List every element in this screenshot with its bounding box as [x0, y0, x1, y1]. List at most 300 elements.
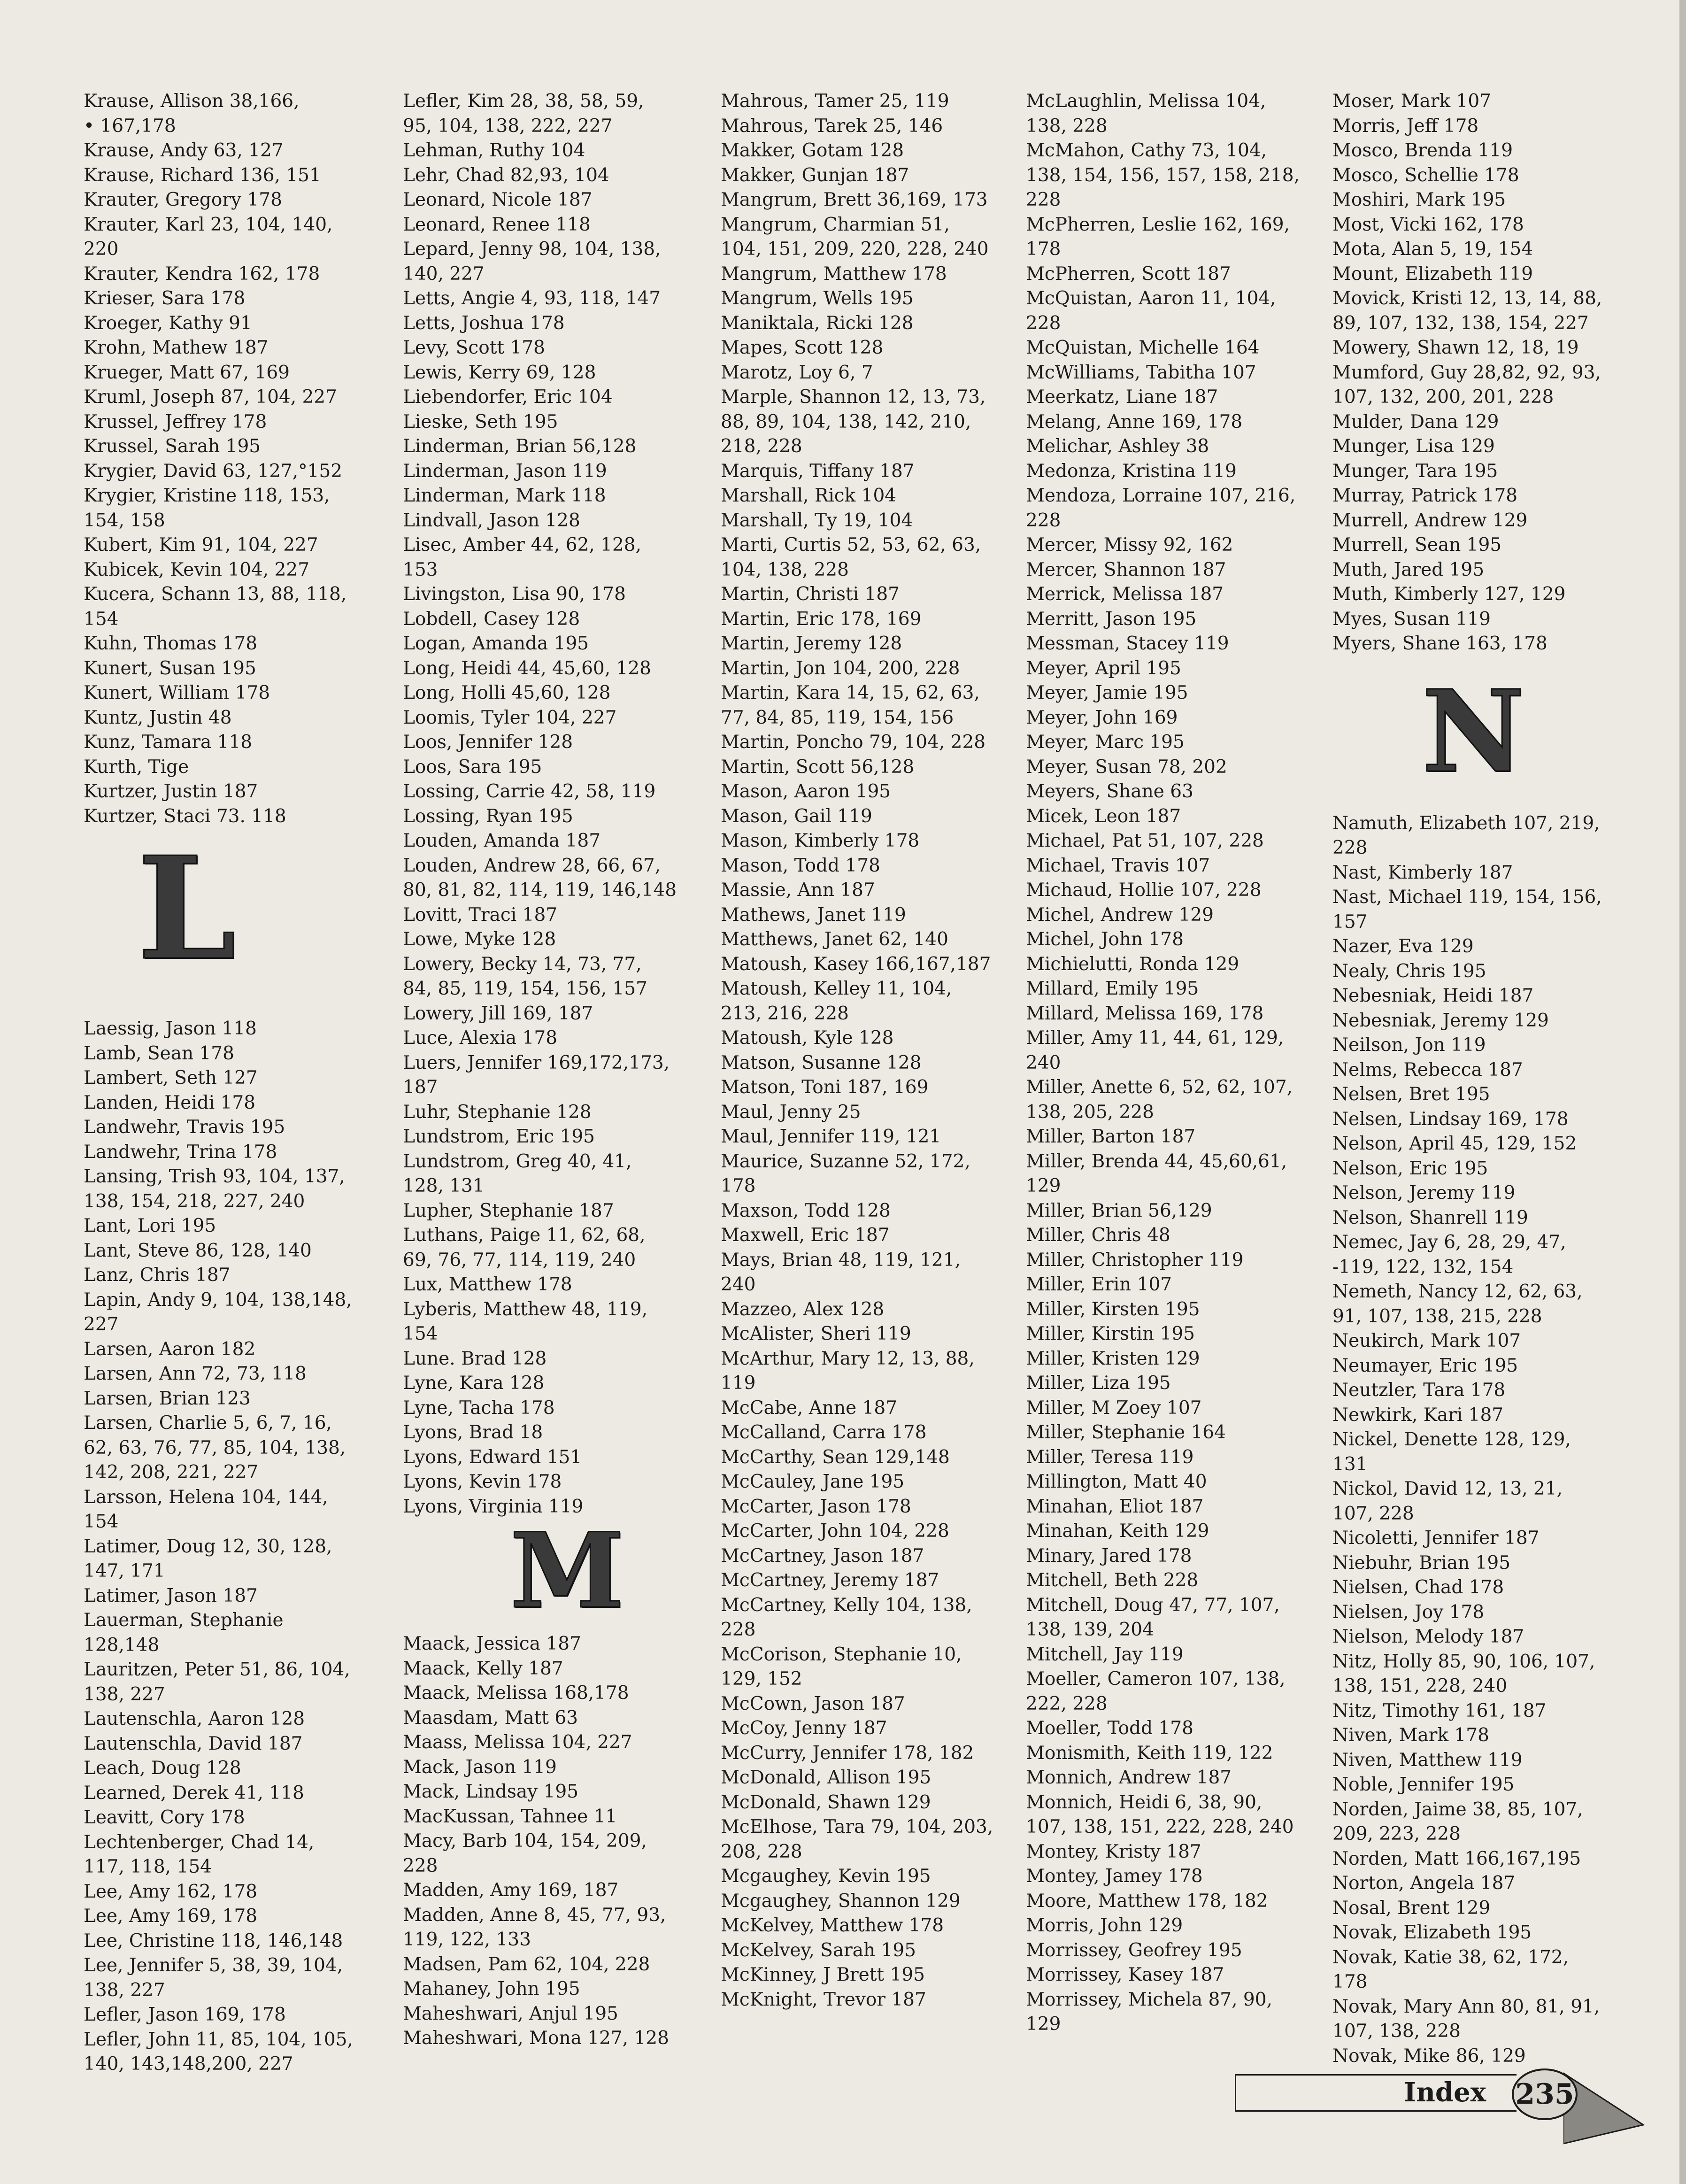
index-entry: Luers, Jennifer 169,172,173,	[403, 1052, 670, 1073]
index-entry: McMahon, Cathy 73, 104,	[1026, 140, 1267, 161]
index-entry: Lechtenberger, Chad 14,	[84, 1831, 315, 1853]
index-entry: McDonald, Shawn 129	[721, 1791, 931, 1813]
index-entry: Muth, Kimberly 127, 129	[1332, 584, 1566, 605]
index-entry: Morrissey, Geofrey 195	[1026, 1939, 1242, 1961]
index-entry: Letts, Joshua 178	[403, 312, 565, 334]
index-entry: Latimer, Jason 187	[84, 1585, 258, 1606]
index-entry: Novak, Elizabeth 195	[1332, 1922, 1532, 1943]
index-entry: Krause, Andy 63, 127	[84, 140, 284, 161]
index-entry: 178	[1026, 239, 1061, 260]
index-entry: Mack, Jason 119	[403, 1756, 557, 1778]
index-entry: 147, 171	[84, 1560, 165, 1582]
index-entry: Lautenschla, Aaron 128	[84, 1708, 305, 1729]
index-entry: Moshiri, Mark 195	[1332, 189, 1506, 210]
index-entry: 95, 104, 138, 222, 227	[403, 115, 613, 137]
index-entry: Marple, Shannon 12, 13, 73,	[721, 386, 986, 408]
index-entry: Mumford, Guy 28,82, 92, 93,	[1332, 362, 1601, 383]
index-entry: Louden, Amanda 187	[403, 830, 601, 851]
index-entry: 178	[1332, 1971, 1368, 1992]
index-entry: Maack, Jessica 187	[403, 1633, 581, 1654]
index-entry: Miller, Teresa 119	[1026, 1446, 1194, 1468]
index-entry: Nelsen, Bret 195	[1332, 1084, 1490, 1105]
index-entry: Krieser, Sara 178	[84, 288, 246, 309]
index-entry: Lundstrom, Greg 40, 41,	[403, 1150, 632, 1172]
index-entry: Louden, Andrew 28, 66, 67,	[403, 855, 661, 876]
index-entry: Lune. Brad 128	[403, 1348, 547, 1369]
index-entry: 131	[1332, 1453, 1368, 1475]
index-entry: Long, Heidi 44, 45,60, 128	[403, 657, 651, 679]
index-entry: 129	[1026, 2014, 1061, 2035]
index-entry: 228	[721, 1619, 756, 1640]
index-entry: 220	[84, 239, 119, 260]
index-entry: McKinney, J Brett 195	[721, 1964, 925, 1985]
index-entry: 107, 132, 200, 201, 228	[1332, 386, 1554, 408]
index-entry: McKelvey, Matthew 178	[721, 1915, 944, 1936]
index-entry: Mangrum, Matthew 178	[721, 263, 947, 285]
index-entry: Minary, Jared 178	[1026, 1545, 1192, 1567]
index-column-2	[403, 89, 703, 2051]
index-entry: Merrick, Melissa 187	[1026, 584, 1224, 605]
index-entry: 128, 131	[403, 1175, 485, 1196]
index-entry: Lehr, Chad 82,93, 104	[403, 164, 609, 186]
index-entry: Newkirk, Kari 187	[1332, 1404, 1504, 1426]
index-entry: McAlister, Sheri 119	[721, 1323, 911, 1344]
index-entry: Larsen, Brian 123	[84, 1388, 251, 1409]
index-entry: Mitchell, Beth 228	[1026, 1570, 1199, 1591]
index-entry: Martin, Jon 104, 200, 228	[721, 657, 960, 679]
index-entry: Lee, Amy 162, 178	[84, 1881, 258, 1902]
index-entry: McDonald, Allison 195	[721, 1767, 932, 1788]
index-entry: Lyberis, Matthew 48, 119,	[403, 1298, 647, 1320]
index-entry: Maul, Jenny 25	[721, 1101, 861, 1123]
index-entry: 154	[84, 1511, 119, 1532]
footer-section-label: Index	[1404, 2077, 1486, 2108]
index-entry: Lupher, Stephanie 187	[403, 1200, 614, 1221]
page-edge	[1679, 0, 1686, 2184]
index-entry: Lefler, John 11, 85, 104, 105,	[84, 2029, 353, 2050]
index-entry: Mcgaughey, Shannon 129	[721, 1890, 961, 1912]
index-entry: Meyer, John 169	[1026, 707, 1178, 728]
index-entry: Myes, Susan 119	[1332, 608, 1491, 630]
index-entry: Lux, Matthew 178	[403, 1274, 572, 1295]
index-entry: Krygier, David 63, 127,°152	[84, 460, 343, 482]
index-entry: Maurice, Suzanne 52, 172,	[721, 1150, 970, 1172]
index-entry: Lyons, Kevin 178	[403, 1471, 562, 1492]
index-entry: 138, 228	[1026, 115, 1108, 137]
page-footer	[1235, 2068, 1601, 2130]
index-entry: Millington, Matt 40	[1026, 1471, 1207, 1492]
index-entry: Mulder, Dana 129	[1332, 411, 1499, 432]
index-entry: Nicoletti, Jennifer 187	[1332, 1528, 1540, 1549]
index-entry: Kruml, Joseph 87, 104, 227	[84, 386, 337, 408]
index-entry: Martin, Kara 14, 15, 62, 63,	[721, 682, 980, 703]
index-entry: 138, 139, 204	[1026, 1619, 1154, 1640]
index-entry: 208, 228	[721, 1841, 802, 1862]
index-entry: Mason, Gail 119	[721, 805, 872, 827]
index-entry: Nelson, Eric 195	[1332, 1158, 1488, 1179]
index-entry: Mahrous, Tarek 25, 146	[721, 115, 943, 137]
index-entry: McPherren, Leslie 162, 169,	[1026, 214, 1290, 235]
index-entry: Linderman, Brian 56,128	[403, 436, 637, 457]
index-entry: Madden, Amy 169, 187	[403, 1880, 619, 1901]
index-entry: 228	[1026, 509, 1061, 531]
index-entry: Martin, Jeremy 128	[721, 633, 902, 654]
index-entry: Lyons, Brad 18	[403, 1422, 543, 1443]
index-entry: 213, 216, 228	[721, 1003, 849, 1024]
index-entry: Mowery, Shawn 12, 18, 19	[1332, 337, 1579, 358]
index-entry: Marti, Curtis 52, 53, 62, 63,	[721, 534, 981, 556]
index-entry: Maxson, Todd 128	[721, 1200, 891, 1221]
index-entry: Learned, Derek 41, 118	[84, 1782, 304, 1804]
index-entry: McCarter, Jason 178	[721, 1496, 911, 1517]
index-entry: Norden, Matt 166,167,195	[1332, 1848, 1581, 1869]
index-entry: Lefler, Kim 28, 38, 58, 59,	[403, 91, 644, 112]
index-entry: Minahan, Keith 129	[1026, 1520, 1209, 1542]
index-entry: Nast, Kimberly 187	[1332, 862, 1513, 883]
index-entry: Miller, Erin 107	[1026, 1274, 1172, 1295]
index-entry: Marshall, Ty 19, 104	[721, 509, 913, 531]
index-entry: McCoy, Jenny 187	[721, 1718, 887, 1739]
index-entry: Maniktala, Ricki 128	[721, 312, 914, 334]
index-entry: Kucera, Schann 13, 88, 118,	[84, 584, 347, 605]
index-entry: Kurtzer, Staci 73. 118	[84, 805, 286, 827]
index-entry: Maass, Melissa 104, 227	[403, 1732, 632, 1753]
index-entry: Meyer, April 195	[1026, 657, 1181, 679]
index-entry: Larsen, Ann 72, 73, 118	[84, 1363, 307, 1384]
index-entry: Lehman, Ruthy 104	[403, 140, 585, 161]
index-entry: McCown, Jason 187	[721, 1693, 905, 1714]
index-entry: 119	[721, 1373, 756, 1394]
index-entry: Krussel, Sarah 195	[84, 436, 261, 457]
index-entry: 140, 227	[403, 263, 485, 285]
index-entry: McCartney, Jason 187	[721, 1545, 924, 1567]
index-column-4	[1026, 89, 1326, 2037]
section-letter: M	[510, 1510, 624, 1631]
index-entry: Kunz, Tamara 118	[84, 732, 253, 753]
index-entry: Neumayer, Eric 195	[1332, 1355, 1518, 1376]
index-entry: Lansing, Trish 93, 104, 137,	[84, 1166, 345, 1187]
index-entry: McCorison, Stephanie 10,	[721, 1644, 962, 1665]
index-entry: Nelson, April 45, 129, 152	[1332, 1133, 1577, 1154]
index-entry: Mcgaughey, Kevin 195	[721, 1866, 931, 1887]
index-entry: Myers, Shane 163, 178	[1332, 633, 1547, 654]
index-entry: Lyons, Edward 151	[403, 1446, 582, 1468]
index-entry: 129	[1026, 1175, 1061, 1196]
index-entry: Larsen, Charlie 5, 6, 7, 16,	[84, 1412, 332, 1434]
index-entry: Merritt, Jason 195	[1026, 608, 1197, 630]
index-entry: 228	[1026, 189, 1061, 210]
index-entry: Lobdell, Casey 128	[403, 608, 580, 630]
index-entry: Lewis, Kerry 69, 128	[403, 362, 596, 383]
index-entry: Krauter, Kendra 162, 178	[84, 263, 320, 285]
index-entry: Lee, Jennifer 5, 38, 39, 104,	[84, 1955, 343, 1976]
index-entry: McKnight, Trevor 187	[721, 1989, 926, 2010]
index-entry: Lauerman, Stephanie	[84, 1610, 284, 1631]
index-entry: Murrell, Sean 195	[1332, 534, 1502, 556]
index-entry: • 167,178	[84, 115, 176, 137]
index-entry: Meyer, Jamie 195	[1026, 682, 1188, 703]
index-entry: Krohn, Mathew 187	[84, 337, 269, 358]
index-entry: Miller, Chris 48	[1026, 1225, 1170, 1246]
index-entry: Michael, Travis 107	[1026, 855, 1210, 876]
index-entry: Krause, Richard 136, 151	[84, 164, 321, 186]
index-entry: Kuhn, Thomas 178	[84, 633, 258, 654]
index-entry: 228	[1026, 312, 1061, 334]
index-entry: Luhr, Stephanie 128	[403, 1101, 592, 1123]
index-entry: 117, 118, 154	[84, 1856, 212, 1877]
index-entry: Lefler, Jason 169, 178	[84, 2004, 286, 2025]
index-entry: Miller, Christopher 119	[1026, 1249, 1244, 1271]
index-entry: McCarthy, Sean 129,148	[721, 1446, 950, 1468]
index-entry: Nelsen, Lindsay 169, 178	[1332, 1108, 1569, 1130]
index-entry: Most, Vicki 162, 178	[1332, 214, 1524, 235]
index-entry: Michael, Pat 51, 107, 228	[1026, 830, 1264, 851]
index-entry: Lee, Christine 118, 146,148	[84, 1930, 343, 1952]
index-entry: Norden, Jaime 38, 85, 107,	[1332, 1798, 1583, 1820]
index-entry: Nemeth, Nancy 12, 62, 63,	[1332, 1281, 1583, 1302]
index-entry: Luthans, Paige 11, 62, 68,	[403, 1225, 646, 1246]
index-entry: Micek, Leon 187	[1026, 805, 1181, 827]
index-entry: Mercer, Missy 92, 162	[1026, 534, 1233, 556]
index-entry: Lant, Lori 195	[84, 1215, 216, 1236]
index-entry: Melang, Anne 169, 178	[1026, 411, 1243, 432]
index-entry: Michel, Andrew 129	[1026, 904, 1214, 926]
index-entry: Nielson, Melody 187	[1332, 1626, 1524, 1647]
index-entry: 154, 158	[84, 509, 165, 531]
index-entry: McPherren, Scott 187	[1026, 263, 1231, 285]
index-entry: Nickel, Denette 128, 129,	[1332, 1429, 1571, 1450]
index-entry: Loos, Jennifer 128	[403, 732, 573, 753]
index-entry: Minahan, Eliot 187	[1026, 1496, 1204, 1517]
index-entry: Namuth, Elizabeth 107, 219,	[1332, 812, 1600, 834]
index-entry: Nemec, Jay 6, 28, 29, 47,	[1332, 1232, 1566, 1253]
index-entry: Matoush, Kyle 128	[721, 1027, 894, 1049]
index-entry: Miller, Kirsten 195	[1026, 1298, 1200, 1320]
index-entry: Michielutti, Ronda 129	[1026, 953, 1239, 975]
index-entry: Kurth, Tige	[84, 756, 189, 778]
index-entry: 218, 228	[721, 436, 802, 457]
index-entry: Maheshwari, Mona 127, 128	[403, 2028, 669, 2049]
index-entry: Meyers, Shane 63	[1026, 781, 1193, 802]
index-entry: McQuistan, Aaron 11, 104,	[1026, 288, 1276, 309]
index-entry: 89, 107, 132, 138, 154, 227	[1332, 312, 1589, 334]
index-entry: Niebuhr, Brian 195	[1332, 1552, 1511, 1574]
index-entry: Nelms, Rebecca 187	[1332, 1059, 1523, 1080]
index-entry: Matson, Toni 187, 169	[721, 1077, 929, 1098]
index-entry: Miller, Kristen 129	[1026, 1348, 1200, 1369]
index-entry: Lowe, Myke 128	[403, 929, 556, 950]
index-entry: Mahaney, John 195	[403, 1978, 580, 1999]
index-entry: Murray, Patrick 178	[1332, 485, 1518, 506]
index-entry: McElhose, Tara 79, 104, 203,	[721, 1816, 993, 1837]
index-entry: Morris, John 129	[1026, 1915, 1183, 1936]
index-entry: 69, 76, 77, 114, 119, 240	[403, 1249, 636, 1271]
index-entry: Millard, Emily 195	[1026, 978, 1199, 999]
index-entry: Lowery, Becky 14, 73, 77,	[403, 953, 642, 975]
index-entry: Mercer, Shannon 187	[1026, 559, 1226, 580]
index-entry: Mangrum, Charmian 51,	[721, 214, 950, 235]
index-entry: Linderman, Mark 118	[403, 485, 606, 506]
index-entry: Livingston, Lisa 90, 178	[403, 584, 626, 605]
index-entry: 228	[1332, 837, 1368, 858]
index-entry: Morrissey, Michela 87, 90,	[1026, 1989, 1272, 2010]
index-entry: Nebesniak, Jeremy 129	[1332, 1010, 1549, 1031]
index-column-1	[84, 89, 384, 2077]
section-letter: N	[1422, 665, 1525, 798]
index-entry: Larsen, Aaron 182	[84, 1338, 256, 1360]
index-entry: Martin, Eric 178, 169	[721, 608, 922, 630]
index-entry: McCurry, Jennifer 178, 182	[721, 1742, 974, 1764]
index-entry: Nickol, David 12, 13, 21,	[1332, 1478, 1563, 1499]
index-entry: 209, 223, 228	[1332, 1823, 1461, 1844]
index-entry: Maasdam, Matt 63	[403, 1707, 578, 1729]
index-entry: Nielsen, Joy 178	[1332, 1601, 1485, 1623]
index-entry: McArthur, Mary 12, 13, 88,	[721, 1348, 975, 1369]
index-entry: Kunert, William 178	[84, 682, 270, 703]
index-entry: Meerkatz, Liane 187	[1026, 386, 1218, 408]
index-entry: Leonard, Renee 118	[403, 214, 591, 235]
index-entry: Monnich, Heidi 6, 38, 90,	[1026, 1791, 1263, 1813]
index-entry: Miller, Liza 195	[1026, 1373, 1171, 1394]
index-entry: Marquis, Tiffany 187	[721, 460, 915, 482]
index-entry: Miller, Stephanie 164	[1026, 1422, 1226, 1443]
index-entry: Lant, Steve 86, 128, 140	[84, 1240, 312, 1261]
index-entry: Loomis, Tyler 104, 227	[403, 707, 617, 728]
index-entry: Madsen, Pam 62, 104, 228	[403, 1953, 650, 1975]
index-entry: Nosal, Brent 129	[1332, 1897, 1491, 1919]
index-entry: Matthews, Janet 62, 140	[721, 929, 948, 950]
index-entry: Matson, Susanne 128	[721, 1052, 922, 1073]
index-entry: Levy, Scott 178	[403, 337, 545, 358]
index-entry: Macy, Barb 104, 154, 209,	[403, 1830, 647, 1852]
index-entry: Miller, Anette 6, 52, 62, 107,	[1026, 1077, 1293, 1098]
index-entry: Moeller, Cameron 107, 138,	[1026, 1668, 1286, 1690]
index-entry: McLaughlin, Melissa 104,	[1026, 91, 1266, 112]
index-entry: Lossing, Carrie 42, 58, 119	[403, 781, 656, 802]
index-entry: Neukirch, Mark 107	[1332, 1330, 1521, 1351]
index-entry: Lossing, Ryan 195	[403, 805, 573, 827]
index-entry: 142, 208, 221, 227	[84, 1462, 259, 1483]
index-entry: Mount, Elizabeth 119	[1332, 263, 1533, 285]
index-entry: Muth, Jared 195	[1332, 559, 1485, 580]
index-entry: Martin, Poncho 79, 104, 228	[721, 732, 986, 753]
index-entry: Miller, M Zoey 107	[1026, 1397, 1202, 1419]
index-entry: Moore, Matthew 178, 182	[1026, 1890, 1268, 1912]
index-entry: 138, 151, 228, 240	[1332, 1675, 1508, 1697]
index-entry: McCartney, Kelly 104, 138,	[721, 1594, 972, 1616]
index-entry: Mendoza, Lorraine 107, 216,	[1026, 485, 1296, 506]
index-entry: Leavitt, Cory 178	[84, 1807, 245, 1828]
index-entry: 227	[84, 1314, 119, 1335]
index-entry: Movick, Kristi 12, 13, 14, 88,	[1332, 288, 1602, 309]
index-entry: Novak, Katie 38, 62, 172,	[1332, 1946, 1569, 1968]
index-entry: Kunert, Susan 195	[84, 657, 256, 679]
index-entry: Nitz, Timothy 161, 187	[1332, 1700, 1547, 1721]
index-entry: Nelson, Shanrell 119	[1332, 1207, 1528, 1228]
index-entry: Mathews, Janet 119	[721, 904, 906, 926]
index-entry: Mason, Kimberly 178	[721, 830, 920, 851]
index-entry: Krueger, Matt 67, 169	[84, 362, 290, 383]
index-entry: Mitchell, Jay 119	[1026, 1644, 1184, 1665]
index-entry: 138, 227	[84, 1683, 165, 1705]
index-entry: Linderman, Jason 119	[403, 460, 607, 482]
index-entry: Lapin, Andy 9, 104, 138,148,	[84, 1289, 352, 1311]
index-entry: Leonard, Nicole 187	[403, 189, 593, 210]
index-entry: 140, 143,148,200, 227	[84, 2053, 293, 2075]
index-entry: McCauley, Jane 195	[721, 1471, 905, 1492]
index-entry: Lautenschla, David 187	[84, 1733, 303, 1754]
index-entry: Messman, Stacey 119	[1026, 633, 1229, 654]
index-entry: Mota, Alan 5, 19, 154	[1332, 239, 1533, 260]
index-entry: 240	[1026, 1052, 1061, 1073]
index-entry: Maheshwari, Anjul 195	[403, 2003, 618, 2024]
index-entry: Mangrum, Wells 195	[721, 288, 914, 309]
index-entry: 104, 151, 209, 220, 228, 240	[721, 239, 989, 260]
index-entry: Laessig, Jason 118	[84, 1018, 257, 1039]
index-entry: Mason, Aaron 195	[721, 781, 891, 802]
index-entry: Maxwell, Eric 187	[721, 1225, 890, 1246]
index-entry: Lanz, Chris 187	[84, 1265, 231, 1286]
index-entry: Luce, Alexia 178	[403, 1027, 558, 1049]
index-entry: Mapes, Scott 128	[721, 337, 884, 358]
index-entry: Long, Holli 45,60, 128	[403, 682, 611, 703]
index-entry: Medonza, Kristina 119	[1026, 460, 1237, 482]
index-entry: Murrell, Andrew 129	[1332, 509, 1528, 531]
index-entry: Melichar, Ashley 38	[1026, 436, 1209, 457]
index-entry: Nazer, Eva 129	[1332, 936, 1474, 957]
index-entry: Marotz, Loy 6, 7	[721, 362, 873, 383]
index-entry: Lyons, Virginia 119	[403, 1496, 584, 1517]
index-entry: McCartney, Jeremy 187	[721, 1570, 939, 1591]
index-entry: Martin, Scott 56,128	[721, 756, 915, 778]
index-entry: 107, 228	[1332, 1503, 1414, 1524]
index-entry: Lyne, Tacha 178	[403, 1397, 555, 1419]
index-entry: Martin, Christi 187	[721, 584, 900, 605]
index-entry: Marshall, Rick 104	[721, 485, 897, 506]
index-entry: Krygier, Kristine 118, 153,	[84, 485, 330, 506]
index-entry: Munger, Lisa 129	[1332, 436, 1495, 457]
index-entry: Miller, Kirstin 195	[1026, 1323, 1195, 1344]
index-entry: Morris, Jeff 178	[1332, 115, 1479, 137]
index-entry: Noble, Jennifer 195	[1332, 1774, 1515, 1795]
index-entry: Miller, Barton 187	[1026, 1126, 1196, 1147]
index-entry: Niven, Matthew 119	[1332, 1749, 1523, 1771]
index-entry: Monnich, Andrew 187	[1026, 1767, 1232, 1788]
index-entry: Miller, Brenda 44, 45,60,61,	[1026, 1150, 1287, 1172]
index-entry: 187	[403, 1077, 438, 1098]
index-entry: Mazzeo, Alex 128	[721, 1298, 885, 1320]
index-entry: 222, 228	[1026, 1693, 1108, 1714]
index-entry: 84, 85, 119, 154, 156, 157	[403, 978, 647, 999]
index-entry: Neutzler, Tara 178	[1332, 1380, 1506, 1401]
index-entry: McCalland, Carra 178	[721, 1422, 927, 1443]
index-entry: Lowery, Jill 169, 187	[403, 1003, 593, 1024]
index-entry: Nielsen, Chad 178	[1332, 1577, 1504, 1598]
index-entry: Moser, Mark 107	[1332, 91, 1491, 112]
index-entry: 129, 152	[721, 1668, 802, 1690]
index-entry: Logan, Amanda 195	[403, 633, 589, 654]
index-entry: Niven, Mark 178	[1332, 1725, 1489, 1746]
index-entry: 240	[721, 1274, 756, 1295]
index-entry: Nitz, Holly 85, 90, 106, 107,	[1332, 1651, 1595, 1672]
index-entry: Nelson, Jeremy 119	[1332, 1182, 1516, 1204]
index-entry: Krauter, Karl 23, 104, 140,	[84, 214, 333, 235]
page-number-badge: 235	[1512, 2068, 1578, 2120]
index-entry: Landen, Heidi 178	[84, 1092, 256, 1113]
index-entry: Montey, Jamey 178	[1026, 1866, 1203, 1887]
index-entry: Neilson, Jon 119	[1332, 1034, 1486, 1056]
index-entry: Miller, Brian 56,129	[1026, 1200, 1212, 1221]
